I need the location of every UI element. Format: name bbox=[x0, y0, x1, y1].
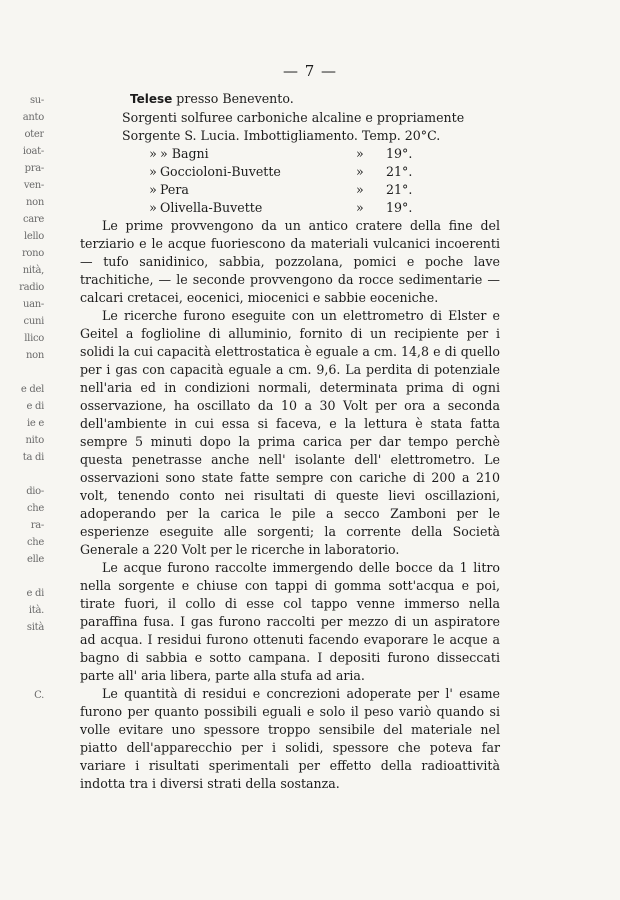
source-rmark: » bbox=[356, 164, 364, 179]
facing-page-fragment: e di bbox=[26, 588, 44, 599]
facing-page-fragment: uan- bbox=[22, 299, 44, 310]
source-row bbox=[146, 199, 426, 217]
facing-page-fragment: ta di bbox=[22, 452, 44, 463]
source-mark: » bbox=[149, 182, 157, 197]
facing-page-fragment: non bbox=[25, 350, 44, 361]
source-mark: » bbox=[149, 146, 157, 161]
facing-page-fragment: nità, bbox=[22, 265, 44, 276]
source-row bbox=[146, 145, 426, 163]
facing-page-fragment: C. bbox=[34, 690, 44, 701]
facing-page-fragment bbox=[0, 466, 44, 483]
paragraph: Le ricerche furono eseguite con un elettrometro di Elster e Geitel a foglioline di alluminio, fornito di un recipiente per i solidi la cui capacità elettrostatica è eguale a cm. 14,8 e di quello per i gas con capacità eguale a cm. 9,6. La perdita di potenziale nell'aria ed in condizioni normali, determinata prima di ogni osservazione, ha oscillato da 10 a 30 Volt per ora a seconda dell'ambiente in cui essa si faceva, e la lettura è stata fatta sempre 5 minuti dopo la prima carica per dar tempo perchè questa penetrasse anche nell' isolante dell' elettrometro. Le osservazioni sono state fatte sempre con cariche di 200 a 210 volt, tenendo conto nei risultati di queste lievi oscillazioni, adoperando per la carica le pile a secco Zamboni per le esperienze eseguite alle sorgenti; la corrente della Società Generale a 220 Volt per le ricerche in laboratorio. bbox=[80, 308, 500, 557]
sources-intro-line: Sorgenti solfuree carboniche alcaline e propriamente bbox=[122, 110, 465, 125]
facing-page-fragment: ie e bbox=[26, 418, 44, 429]
facing-page-fragment: pra- bbox=[24, 163, 44, 174]
facing-page-fragment bbox=[0, 670, 44, 687]
source-name: » Bagni bbox=[160, 146, 209, 161]
page-body bbox=[80, 90, 500, 793]
facing-page-fragment: su- bbox=[29, 95, 44, 106]
facing-page-fragment: ioat- bbox=[22, 146, 44, 157]
paragraph: Le prime provvengono da un antico cratere della fine del terziario e le acque fuoriescono da materiali vulcanici incoerenti — tufo sanidinico, sabbia, pozzolana, pomici e poche lave trachitiche, — le seconde provvengono da rocce sedimentarie — calcari cretacei, eocenici, miocenici e sabbie eoceniche. bbox=[80, 218, 500, 305]
facing-page-fragment: che bbox=[26, 503, 44, 514]
paragraph: Le quantità di residui e concrezioni adoperate per l' esame furono per quanto possibili eguali e solo il peso variò quando si volle evitare uno spessore troppo sensibile del materiale nel piatto dell'apparecchio per i solidi, spessore che poteva far variare i risultati sperimentali per effetto della radioattività indotta tra i diversi strati della sostanza. bbox=[80, 686, 500, 791]
facing-page-fragment: ità. bbox=[28, 605, 44, 616]
facing-page-fragment: lello bbox=[23, 231, 44, 242]
facing-page-fragment: anto bbox=[22, 112, 44, 123]
source-temp: 21°. bbox=[386, 182, 413, 197]
location-rest: presso Benevento. bbox=[176, 91, 294, 106]
facing-page-fragment: ven- bbox=[23, 180, 44, 191]
facing-page-fragment: che bbox=[26, 537, 44, 548]
source-name: Pera bbox=[160, 182, 189, 197]
facing-page-fragment: e del bbox=[20, 384, 44, 395]
facing-page-fragment: e di bbox=[26, 401, 44, 412]
facing-page-fragment: elle bbox=[26, 554, 44, 565]
facing-page-fragment: non bbox=[25, 197, 44, 208]
source-rmark: » bbox=[356, 146, 364, 161]
source-row bbox=[146, 181, 426, 199]
source-temp: 19°. bbox=[386, 146, 413, 161]
sources-intro-line: Sorgente S. Lucia. Imbottigliamento. Temp. 20°C. bbox=[122, 128, 441, 143]
page-number: — 7 — bbox=[282, 62, 338, 80]
sources-table bbox=[146, 145, 426, 217]
source-mark: » bbox=[149, 164, 157, 179]
location-heading bbox=[80, 90, 500, 108]
facing-page-fragment: oter bbox=[24, 129, 44, 140]
facing-page-margin bbox=[0, 92, 44, 704]
facing-page-fragment: rono bbox=[21, 248, 44, 259]
facing-page-fragment: dio- bbox=[26, 486, 44, 497]
source-row bbox=[146, 163, 426, 181]
paragraphs bbox=[80, 217, 500, 793]
paragraph: Le acque furono raccolte immergendo delle bocce da 1 litro nella sorgente e chiuse con tappi di gomma sott'acqua e poi, tirate fuori, il collo di esse col tappo venne immerso nella paraffina fusa. I gas furono raccolti per mezzo di un aspiratore ad acqua. I residui furono ottenuti facendo evaporare le acque a bagno di sabbia e sotto campana. I depositi furono disseccati parte all' aria libera, parte alla stufa ad aria. bbox=[80, 560, 500, 683]
facing-page-fragment bbox=[0, 636, 44, 653]
facing-page-fragment: care bbox=[22, 214, 44, 225]
source-rmark: » bbox=[356, 200, 364, 215]
facing-page-fragment bbox=[0, 653, 44, 670]
source-rmark: » bbox=[356, 182, 364, 197]
location-town: Telese bbox=[130, 92, 173, 106]
facing-page-fragment: sità bbox=[26, 622, 44, 633]
source-mark: » bbox=[149, 200, 157, 215]
source-name: Olivella-Buvette bbox=[160, 200, 263, 215]
facing-page-fragment: llico bbox=[24, 333, 44, 344]
facing-page-fragment: ra- bbox=[30, 520, 44, 531]
facing-page-fragment: nito bbox=[25, 435, 44, 446]
facing-page-fragment bbox=[0, 568, 44, 585]
source-name: Goccioloni-Buvette bbox=[160, 164, 281, 179]
facing-page-fragment: radio bbox=[19, 282, 44, 293]
source-temp: 21°. bbox=[386, 164, 413, 179]
facing-page-fragment: cuni bbox=[23, 316, 44, 327]
source-temp: 19°. bbox=[386, 200, 413, 215]
facing-page-fragment bbox=[0, 364, 44, 381]
